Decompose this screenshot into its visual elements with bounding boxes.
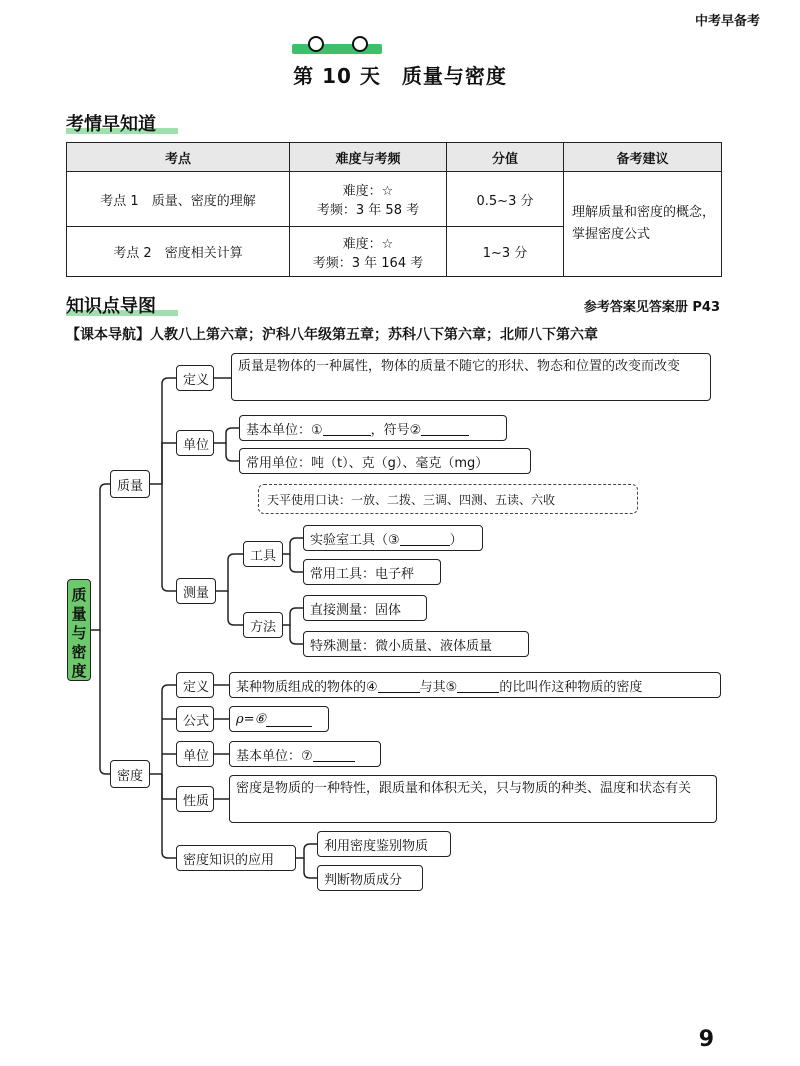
- node-mass-definition: 定义: [176, 365, 214, 391]
- node-mass-measure: 测量: [176, 578, 216, 604]
- lab-tool-close: ）: [449, 532, 463, 548]
- density-def-part3: 的比叫作这种物质的密度: [499, 679, 643, 695]
- density-unit-label: 基本单位：⑦: [236, 748, 313, 764]
- node-formula: 公式: [176, 706, 214, 732]
- mass-definition-text: 质量是物体的一种属性，物体的质量不随它的形状、物态和位置的改变而改变: [231, 353, 711, 401]
- page-number: 9: [698, 1027, 714, 1052]
- textbook-nav: 【课本导航】人教八上第六章；沪科八年级第五章；苏科八下第六章；北师八下第六章: [66, 327, 598, 343]
- node-mass-unit: 单位: [176, 430, 214, 456]
- table-cell: 考点 1 质量、密度的理解: [67, 172, 290, 227]
- node-density-unit: 单位: [176, 741, 214, 767]
- mindmap-root: 质 量 与 密 度: [67, 579, 91, 681]
- node-mass: 质量: [110, 470, 150, 498]
- header-tag: 中考早备考: [694, 14, 760, 29]
- density-def-part1: 某种物质组成的物体的④: [236, 679, 378, 695]
- node-density: 密度: [110, 760, 150, 788]
- node-application: 密度知识的应用: [176, 845, 296, 871]
- direct-measure: 直接测量：固体: [303, 595, 427, 621]
- blank-3: [400, 531, 450, 546]
- mass-symbol-label: ，符号②: [370, 422, 422, 438]
- node-property: 性质: [176, 786, 214, 812]
- formula-text: ρ=⑥: [236, 711, 267, 727]
- density-def-part2: 与其⑤: [419, 679, 458, 695]
- common-tool: 常用工具：电子秤: [303, 559, 441, 585]
- table-cell: 1~3 分: [447, 227, 564, 277]
- node-method: 方法: [243, 612, 283, 638]
- blank-4: [378, 678, 420, 693]
- node-tool: 工具: [243, 541, 283, 567]
- lab-tool-label: 实验室工具（③: [310, 532, 400, 548]
- density-formula: [229, 706, 329, 732]
- answer-reference: 参考答案见答案册 P43: [583, 300, 720, 315]
- mass-common-unit: 常用单位：吨（t）、克（g）、毫克（mg）: [239, 448, 531, 474]
- blank-6: [266, 712, 312, 727]
- application-identify: 利用密度鉴别物质: [317, 831, 451, 857]
- density-definition-text: [229, 672, 721, 698]
- lab-tool: [303, 525, 483, 551]
- frequency: 考频：3 年 164 考: [312, 255, 424, 271]
- mass-basic-unit: [239, 415, 507, 441]
- difficulty: 难度：☆: [342, 184, 394, 199]
- special-measure: 特殊测量：微小质量、液体质量: [303, 631, 529, 657]
- difficulty: 难度：☆: [342, 236, 394, 252]
- blank-2: [421, 421, 469, 436]
- table-cell-suggestion: 理解质量和密度的概念，掌握密度公式: [564, 172, 722, 277]
- section-title-mindmap: 知识点导图: [66, 296, 156, 317]
- table-cell: 考点 2 密度相关计算: [67, 227, 290, 277]
- section-title-exam: 考情早知道: [66, 114, 156, 135]
- balance-mnemonic: 天平使用口诀：一放、二拨、三调、四测、五读、六收: [258, 484, 638, 514]
- blank-1: [323, 421, 371, 436]
- blank-7: [313, 747, 355, 762]
- table-header: 考点: [67, 143, 290, 172]
- frequency: 考频：3 年 58 考: [316, 203, 420, 218]
- density-unit: [229, 741, 381, 767]
- node-density-definition: 定义: [176, 672, 214, 698]
- application-composition: 判断物质成分: [317, 865, 423, 891]
- table-header: 难度与考频: [290, 143, 447, 172]
- density-property-text: 密度是物质的一种特性，跟质量和体积无关，只与物质的种类、温度和状态有关: [229, 775, 717, 823]
- table-header: 分值: [447, 143, 564, 172]
- page-title: 第 10 天 质量与密度: [293, 64, 507, 88]
- table-cell: 0.5~3 分: [447, 172, 564, 227]
- mass-basic-unit-label: 基本单位：①: [246, 422, 323, 438]
- table-header: 备考建议: [564, 143, 722, 172]
- blank-5: [457, 678, 499, 693]
